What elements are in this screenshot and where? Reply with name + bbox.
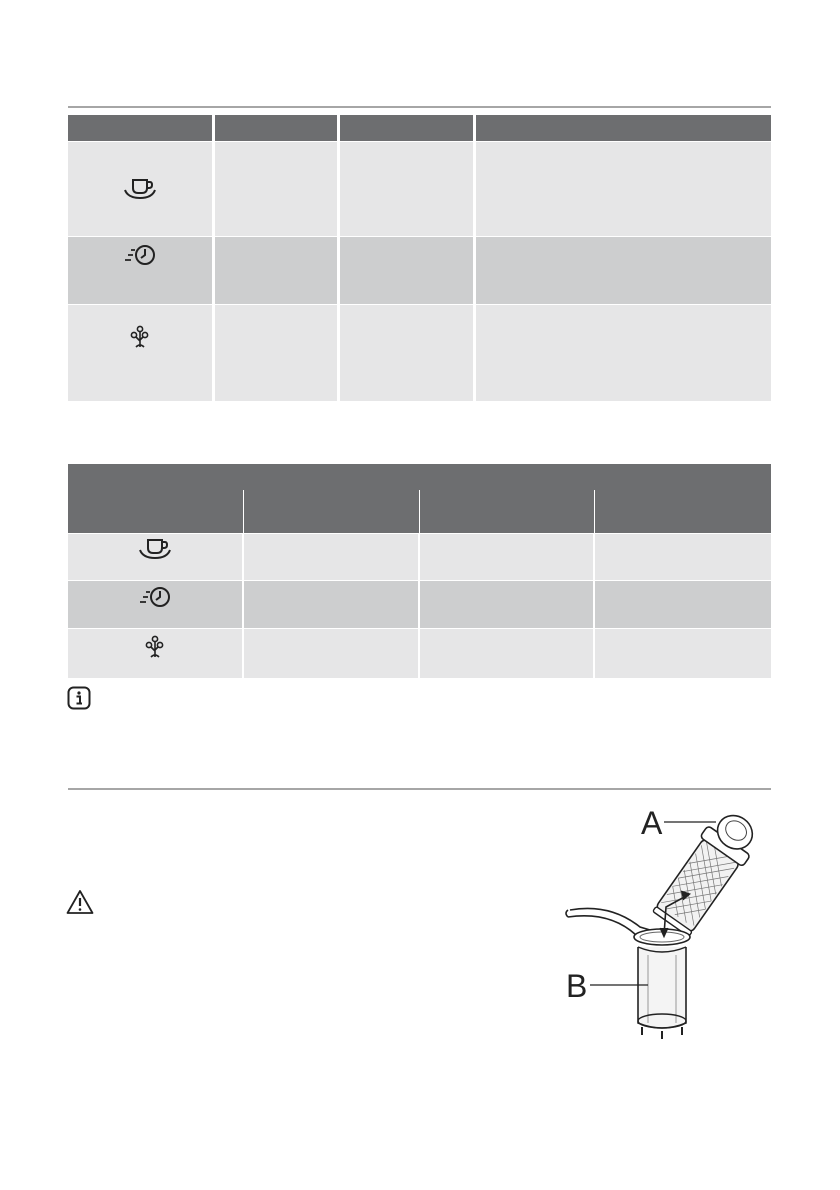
table2-row1-col3 [420,534,593,580]
table2-row3-programme [68,629,242,678]
table2-row1-col2 [244,534,418,580]
table2-row3-col4 [595,629,771,678]
table1-row3-col3 [340,305,473,401]
table2-header-divider-1 [243,490,244,533]
filter-a-drawing [649,804,765,939]
filter-label-b: B [566,968,588,1004]
table2-row1-col4 [595,534,771,580]
table1-row1-programme [68,142,212,236]
warning-triangle-icon [66,889,94,920]
table1-header-col1 [68,115,212,141]
table2-row2-col2 [244,581,418,628]
eco-tree-icon [129,325,151,351]
table1-row2-col2 [215,237,337,304]
cup-saucer-icon [123,178,157,200]
table2-row1-programme [68,534,242,580]
table1-header-col4 [476,115,771,141]
table1-row2-col3 [340,237,473,304]
table1-row3-col4 [476,305,771,401]
table1-row1-col4 [476,142,771,236]
table2-row2-col3 [420,581,593,628]
table2-row3-col2 [244,629,418,678]
quick-clock-icon [123,243,157,267]
table1-row2-programme [68,237,212,304]
table2-row2-programme [68,581,242,628]
table2-row2-col4 [595,581,771,628]
table1-header-col3 [340,115,473,141]
table2-header-divider-3 [594,490,595,533]
table1-row1-col3 [340,142,473,236]
filter-label-a: A [641,805,663,841]
section-rule-cleaning [68,788,771,790]
table1-row3-col2 [215,305,337,401]
table2-header-divider-2 [419,490,420,533]
table1-row3-programme [68,305,212,401]
eco-tree-icon [144,635,166,661]
cup-saucer-icon [138,538,172,560]
info-icon [67,686,91,715]
table2-row3-col3 [420,629,593,678]
section-rule-top [68,106,771,108]
table1-header-col2 [215,115,337,141]
table1-row2-col4 [476,237,771,304]
table1-row1-col2 [215,142,337,236]
quick-clock-icon [138,585,172,609]
